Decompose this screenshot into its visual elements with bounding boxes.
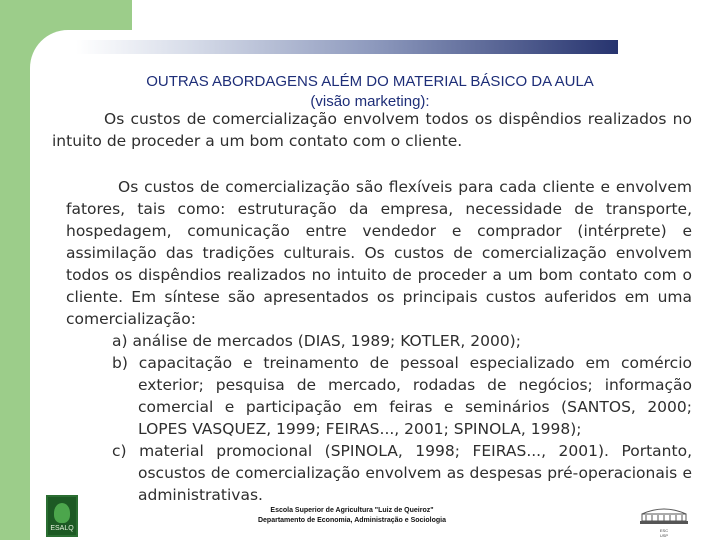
department-logo [636, 506, 692, 538]
list-item: b) capacitação e treinamento de pessoal especializado em comércio exterior; pesquisa de mercado, rodadas de negócios; informação comercial e participação em feiras e seminários (SANTOS, 2000; LOPES VASQUEZ, 1999; FEIRAS..., 2001; SPINOLA, 1998); [112, 354, 692, 438]
footer-line-2: Departamento de Economia, Administração e Sociologia [257, 517, 446, 524]
footer-line-1: Escola Superior de Agricultura "Luiz de Queiroz" [270, 507, 434, 514]
title-gradient-rule [76, 40, 618, 54]
slide-title [100, 72, 640, 112]
title-line-2: (visão marketing): [310, 93, 430, 110]
department-logo-line-2: USP [659, 533, 669, 538]
cost-items-list [52, 330, 692, 506]
esalq-logo [46, 495, 78, 537]
title-line-1: OUTRAS ABORDAGENS ALÉM DO MATERIAL BÁSICO DA AULA [146, 73, 594, 90]
footer-institution [212, 506, 492, 526]
scan-paragraph-1: Os custos de comercialização envolvem todos os dispêndios realizados no intuito de proceder a um bom contato com o cliente. [52, 110, 692, 150]
tree-icon [54, 503, 70, 523]
department-logo-line-1: ESC [659, 528, 669, 533]
esalq-logo-label: ESALQ [50, 525, 74, 532]
building-icon [636, 506, 692, 528]
scanned-text-block [52, 108, 692, 506]
scan-paragraph-2: Os custos de comercialização são flexíveis para cada cliente e envolvem fatores, tais como: estruturação da empresa, necessidade de transporte, hospedagem, comunicação entre vendedor e comprador (intérprete) e assimilação das tradições culturais. Os custos de comercialização envolvem todos os dispêndios realizados no intuito de proceder a um bom contato com o cliente. Em síntese são apresentados os principais custos auferidos em uma comercialização: [66, 178, 692, 328]
list-item: c) material promocional (SPINOLA, 1998; FEIRAS..., 2001). Portanto, oscustos de comercialização envolvem as despesas pré-operacionais e administrativas. [112, 442, 692, 504]
list-item: a) análise de mercados (DIAS, 1989; KOTLER, 2000); [112, 332, 521, 350]
